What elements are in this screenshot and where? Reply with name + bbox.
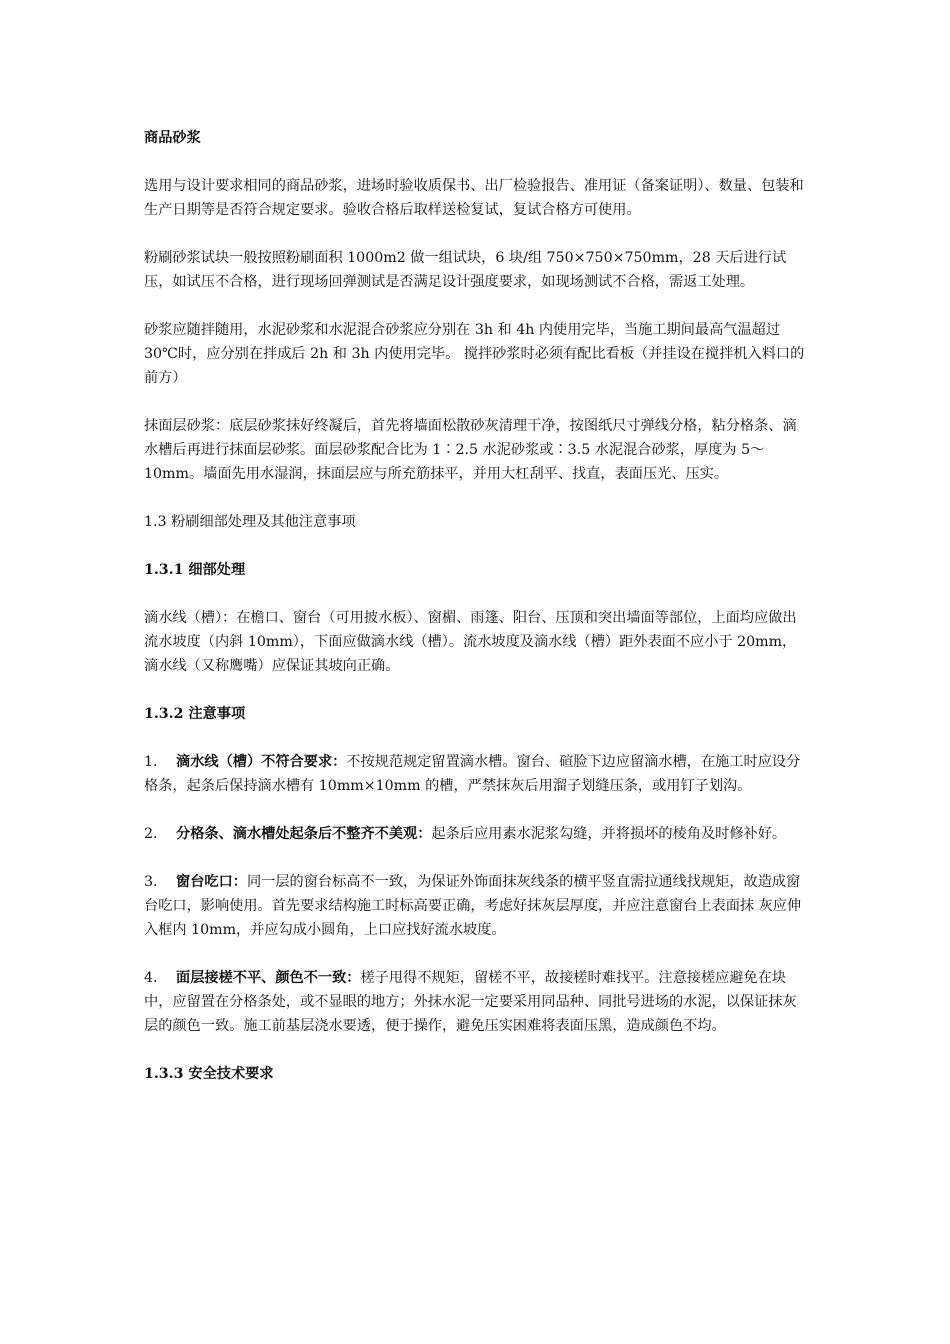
heading-1-3-2: 1.3.2 注意事项 (144, 706, 246, 722)
section-title: 商品砂浆 (144, 130, 201, 146)
item-number: 4. (144, 970, 158, 986)
item-text: 起条后应用素水泥浆勾缝，并将损坏的棱角及时修补好。 (431, 826, 787, 842)
item-label: 滴水线（槽）不符合要求： (176, 754, 347, 770)
paragraph-material-acceptance: 选用与设计要求相同的商品砂浆，进场时验收质保书、出厂检验报告、准用证（备案证明）、数量、包装和生产日期等是否符合规定要求。验收合格后取样送检复试，复试合格方可使用。 (144, 178, 804, 218)
heading-1-3-1: 1.3.1 细部处理 (144, 562, 246, 578)
heading-1-3-3: 1.3.3 安全技术要求 (144, 1066, 274, 1082)
list-item (144, 750, 808, 798)
item-number: 1. (144, 754, 158, 770)
paragraph-mortar-usage: 砂浆应随拌随用，水泥砂浆和水泥混合砂浆应分别在 3h 和 4h 内使用完毕，当施工期间最高气温超过 30℃时，应分别在拌成后 2h 和 3h 内使用完毕。 搅拌砂浆时必须有配比看板（并挂设在搅拌机入料口的前方） (144, 322, 805, 386)
item-text: 同一层的窗台标高不一致，为保证外饰面抹灰线条的横平竖直需拉通线找规矩，故造成窗台吃口，影响使用。首先要求结构施工时标高要正确，考虑好抹灰层厚度，并应注意窗台上表面抹 灰应伸入框内 10mm，并应勾成小圆角，上口应找好流水坡度。 (144, 874, 802, 938)
item-label: 分格条、滴水槽处起条后不整齐不美观： (176, 826, 432, 842)
heading-1-3: 1.3 粉刷细部处理及其他注意事项 (144, 514, 356, 530)
item-label: 窗台吃口： (176, 874, 247, 890)
list-item (144, 966, 808, 1038)
list-item (144, 870, 808, 942)
item-number: 3. (144, 874, 158, 890)
item-text: 不按规范规定留置滴水槽。窗台、碹脸下边应留滴水槽，在施工时应设分格条，起条后保持滴水槽有 10mm×10mm 的槽，严禁抹灰后用溜子划缝压条，或用钉子划沟。 (144, 754, 801, 794)
paragraph-surface-mortar: 抹面层砂浆：底层砂浆抹好终凝后，首先将墙面松散砂灰清理干净，按图纸尺寸弹线分格，粘分格条、滴水槽后再进行抹面层砂浆。面层砂浆配合比为 1∶2.5 水泥砂浆或∶3.5 水泥混合砂浆，厚度为 5～10mm。墙面先用水湿润，抹面层应与所充筋抹平，并用大杠刮平、找直，表面压光、压实。 (144, 418, 797, 482)
paragraph-test-block: 粉刷砂浆试块一般按照粉刷面积 1000m2 做一组试块，6 块/组 750×750×750mm，28 天后进行试压，如试压不合格，进行现场回弹测试是否满足设计强度要求，如现场测试不合格，需返工处理。 (144, 250, 787, 290)
list-item (144, 822, 808, 846)
document-body (144, 126, 808, 1110)
item-label: 面层接槎不平、颜色不一致： (176, 970, 361, 986)
paragraph-drip-line: 滴水线（槽）：在檐口、窗台（可用披水板）、窗楣、雨篷、阳台、压顶和突出墙面等部位，上面均应做出流水坡度（内斜 10mm），下面应做滴水线（槽）。流水坡度及滴水线（槽）距外表面不应小于 20mm，滴水线（又称鹰嘴）应保证其坡向正确。 (144, 610, 797, 674)
item-number: 2. (144, 826, 158, 842)
item-text: 槎子甩得不规矩，留槎不平，故接槎时难找平。注意接槎应避免在块中，应留置在分格条处，或不显眼的地方；外抹水泥一定要采用同品种、同批号进场的水泥，以保证抹灰层的颜色一致。施工前基层浇水要透，便于操作，避免压实困难将表面压黑，造成颜色不均。 (144, 970, 797, 1034)
